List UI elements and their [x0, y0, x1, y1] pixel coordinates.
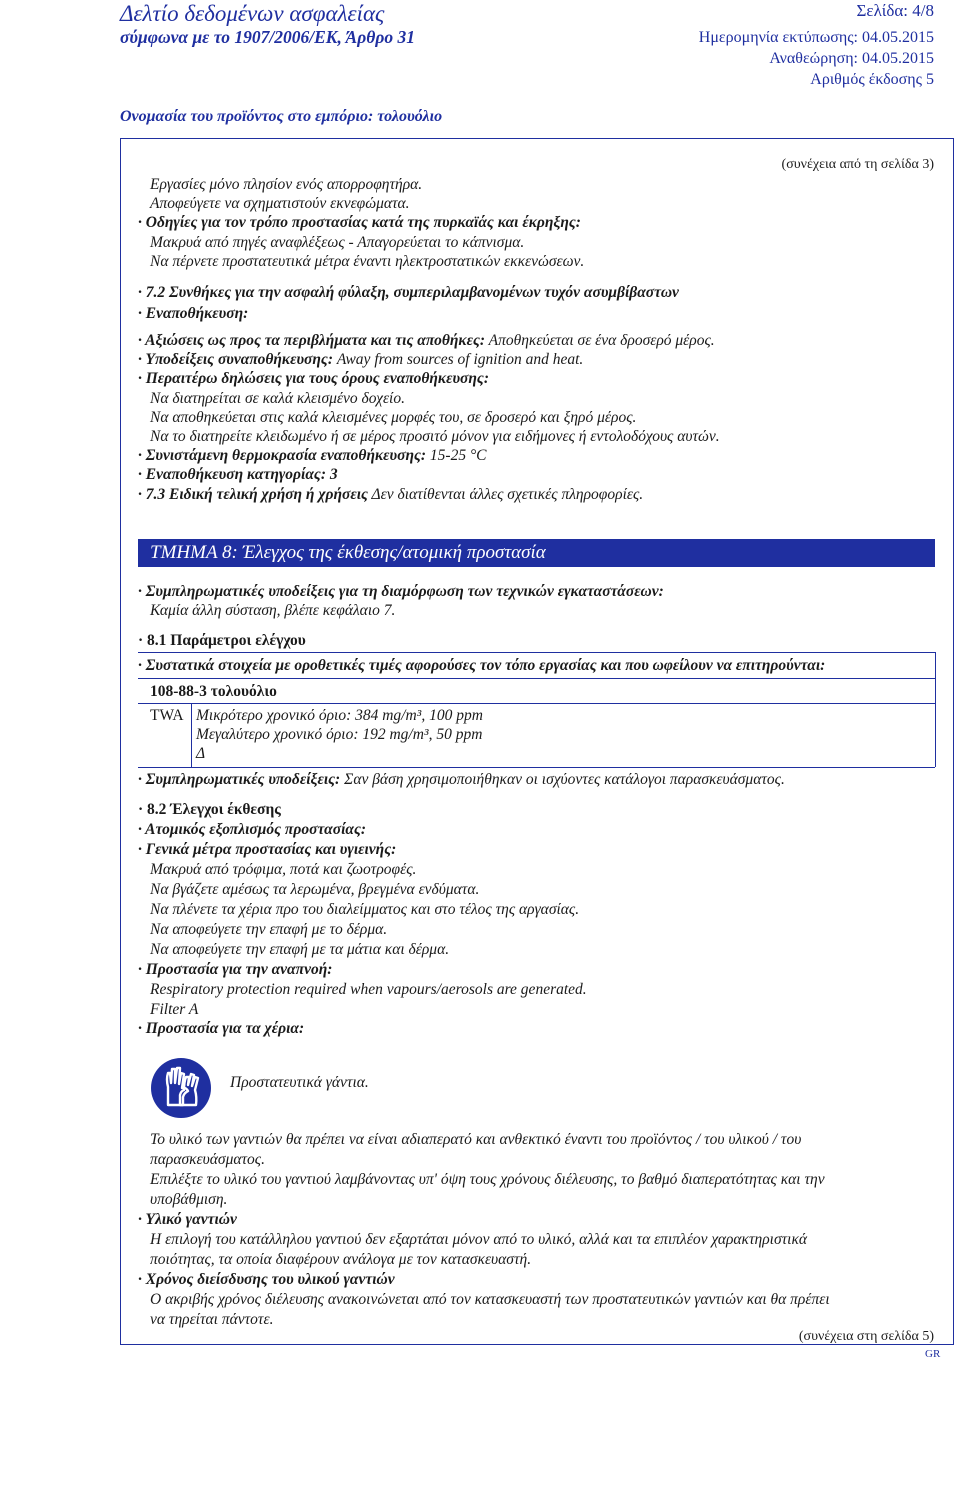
- glove-material-line-2: παρασκευάσματος.: [150, 1151, 265, 1168]
- twa-column-rule: [191, 703, 192, 767]
- table-bottom-rule: [138, 767, 935, 768]
- country-code: GR: [925, 1348, 941, 1360]
- delta-note: Δ: [196, 745, 206, 762]
- section-7-3-value: Δεν διατίθενται άλλες σχετικές πληροφορίες.: [367, 486, 644, 503]
- glove-selection-line-1: Η επιλογή του κατάλληλου γαντιού δεν εξαρτάται μόνον από το υλικό, αλλά και τα επιπλέον χαρακτηριστικά: [150, 1231, 808, 1248]
- hygiene-line-4: Να αποφεύγετε την επαφή με το δέρμα.: [150, 921, 388, 938]
- document-title: Δελτίο δεδομένων ασφαλείας: [120, 1, 385, 26]
- respiratory-label: · Προστασία για την αναπνοή:: [138, 961, 333, 978]
- intro-line-2: Αποφεύγετε να σχηματιστούν εκνεφώματα.: [150, 195, 410, 212]
- storage-line-1: Να διατηρείται σε καλά κλεισμένο δοχείο.: [150, 390, 405, 407]
- storage-label: · Εναποθήκευση:: [138, 305, 249, 322]
- penetration-time-line-2: να τηρείται πάντοτε.: [150, 1311, 274, 1328]
- requirements-value: Αποθηκεύεται σε ένα δροσερό μέρος.: [485, 332, 715, 349]
- fire-instructions-label: · Οδηγίες για τον τρόπο προστασίας κατά της πυρκαϊάς και έκρηξης:: [138, 214, 581, 231]
- storage-line-2: Να αποθηκεύεται στις καλά κλεισμένες μορφές του, σε δροσερό και ξηρό μέρος.: [150, 409, 637, 426]
- respiratory-line-2: Filter A: [150, 1001, 199, 1018]
- storage-class: · Εναποθήκευση κατηγορίας: 3: [138, 466, 338, 483]
- intro-line-1: Εργασίες μόνο πλησίον ενός απορροφητήρα.: [150, 176, 423, 193]
- glove-material-label: · Υλικό γαντιών: [138, 1211, 237, 1228]
- table-top-rule: [138, 652, 935, 653]
- extra-notes-label: · Συμπληρωματικές υποδείξεις:: [138, 771, 341, 788]
- section-8-1-heading: · 8.1 Παράμετροι ελέγχου: [138, 632, 306, 649]
- continued-from: (συνέχεια από τη σελίδα 3): [781, 157, 934, 172]
- product-name: Ονομασία του προϊόντος στο εμπόριο: τολουόλιο: [120, 108, 443, 125]
- section-8-title: ΤΜΗΜΑ 8: Έλεγχος της έκθεσης/ατομική προστασία: [138, 539, 935, 567]
- ingredients-rule: [138, 678, 935, 679]
- extra-notes-value: Σαν βάση χρησιμοποιήθηκαν οι ισχύοντες κατάλογοι παρασκευάσματος.: [340, 771, 785, 788]
- hygiene-line-3: Να πλένετε τα χέρια προ του διαλείμματος και στο τέλος της αργασίας.: [150, 901, 580, 918]
- further-storage-label: · Περαιτέρω δηλώσεις για τους όρους εναποθήκευσης:: [138, 370, 489, 387]
- penetration-time-label: · Χρόνος διείσδυσης του υλικού γαντιών: [138, 1271, 395, 1288]
- penetration-time-line-1: Ο ακριβής χρόνος διέλευσης ανακοινώνεται από τον κατασκευαστή των προστατευτικών γαντιών και θα πρέπει: [150, 1291, 830, 1308]
- technical-facilities-value: Καμία άλλη σύσταση, βλέπε κεφάλαιο 7.: [150, 602, 396, 619]
- long-term-limit: Μεγαλύτερο χρονικό όριο: 192 mg/m³, 50 ppm: [196, 726, 483, 743]
- requirements-label: · Αξιώσεις ως προς τα περιβλήματα και τις αποθήκες:: [138, 332, 486, 349]
- glove-selection-line-2: ποιότητας, τα οποία διαφέρουν ανάλογα με τον κατασκευαστή.: [150, 1251, 532, 1268]
- twa-label: TWA: [150, 707, 184, 724]
- storage-temperature-value: 15-25 °C: [426, 447, 487, 464]
- joint-storage-value: Away from sources of ignition and heat.: [332, 351, 584, 368]
- print-date: Ημερομηνία εκτύπωσης: 04.05.2015: [698, 29, 934, 46]
- requirements-line: [138, 331, 715, 351]
- fire-line-2: Να πέρνετε προστατευτικά μέτρα έναντι ηλεκτροστατικών εκκενώσεων.: [150, 253, 585, 270]
- storage-temperature-line: [138, 446, 487, 466]
- hands-label: · Προστασία για τα χέρια:: [138, 1020, 305, 1037]
- substance-rule: [138, 703, 935, 704]
- glove-material-line-3: Επιλέξτε το υλικό του γαντιού λαμβάνοντας υπ' όψη τους χρόνους διέλευσης, το βαθμό διαπερατότητας και την: [150, 1171, 825, 1188]
- technical-facilities-label: · Συμπληρωματικές υποδείξεις για τη διαμόρφωση των τεχνικών εγκαταστάσεων:: [138, 583, 664, 600]
- substance-name: 108-88-3 τολουόλιο: [150, 683, 277, 700]
- section-8-2-heading: · 8.2 Έλεγχοι έκθεσης: [138, 801, 281, 818]
- ppe-label: · Ατομικός εξοπλισμός προστασίας:: [138, 821, 367, 838]
- glove-material-line-1: Το υλικό των γαντιών θα πρέπει να είναι αδιαπερατό και ανθεκτικό έναντι του προϊόντος / του υλικού / του: [150, 1131, 802, 1148]
- extra-notes-line: [138, 770, 785, 790]
- hygiene-line-5: Να αποφεύγετε την επαφή με τα μάτια και δέρμα.: [150, 941, 450, 958]
- gloves-caption: Προστατευτικά γάντια.: [230, 1074, 369, 1091]
- version-number: Αριθμός έκδοσης 5: [810, 71, 934, 88]
- glove-material-line-4: υποβάθμιση.: [150, 1191, 228, 1208]
- hygiene-label: · Γενικά μέτρα προστασίας και υγιεινής:: [138, 841, 397, 858]
- storage-temperature-label: · Συνιστάμενη θερμοκρασία εναποθήκευσης:: [138, 447, 427, 464]
- short-term-limit: Μικρότερο χρονικό όριο: 384 mg/m³, 100 ppm: [196, 707, 483, 724]
- joint-storage-line: [138, 350, 583, 370]
- storage-line-3: Να το διατηρείτε κλειδωμένο ή σε μέρος προσιτό μόνον για ειδήμονες ή εντολοδόχους αυτών.: [150, 428, 720, 445]
- fire-line-1: Μακρυά από πηγές αναφλέξεως - Απαγορεύεται το κάπνισμα.: [150, 234, 525, 251]
- continued-to: (συνέχεια στη σελίδα 5): [798, 1329, 934, 1344]
- regulation-subtitle: σύμφωνα με το 1907/2006/ΕΚ, Άρθρο 31: [120, 27, 415, 47]
- protective-gloves-icon: [150, 1057, 212, 1119]
- respiratory-line-1: Respiratory protection required when vapours/aerosols are generated.: [150, 981, 587, 998]
- revision-date: Αναθεώρηση: 04.05.2015: [769, 50, 934, 67]
- section-7-3-line: [138, 485, 643, 505]
- ingredients-limits-label: · Συστατικά στοιχεία με οροθετικές τιμές αφορούσες τον τόπο εργασίας και που ωφείλουν να επιτηρούνται:: [138, 657, 826, 674]
- hygiene-line-2: Να βγάζετε αμέσως τα λερωμένα, βρεγμένα ενδύματα.: [150, 881, 480, 898]
- section-7-3-label: · 7.3 Ειδική τελική χρήση ή χρήσεις: [138, 486, 368, 503]
- hygiene-line-1: Μακρυά από τρόφιμα, ποτά και ζωοτροφές.: [150, 861, 417, 878]
- table-right-rule: [935, 652, 936, 767]
- page-number: Σελίδα: 4/8: [856, 1, 934, 20]
- section-7-2-heading: · 7.2 Συνθήκες για την ασφαλή φύλαξη, συμπεριλαμβανομένων τυχόν ασυμβίβαστων: [138, 284, 679, 301]
- joint-storage-label: · Υποδείξεις συναποθήκευσης:: [138, 351, 333, 368]
